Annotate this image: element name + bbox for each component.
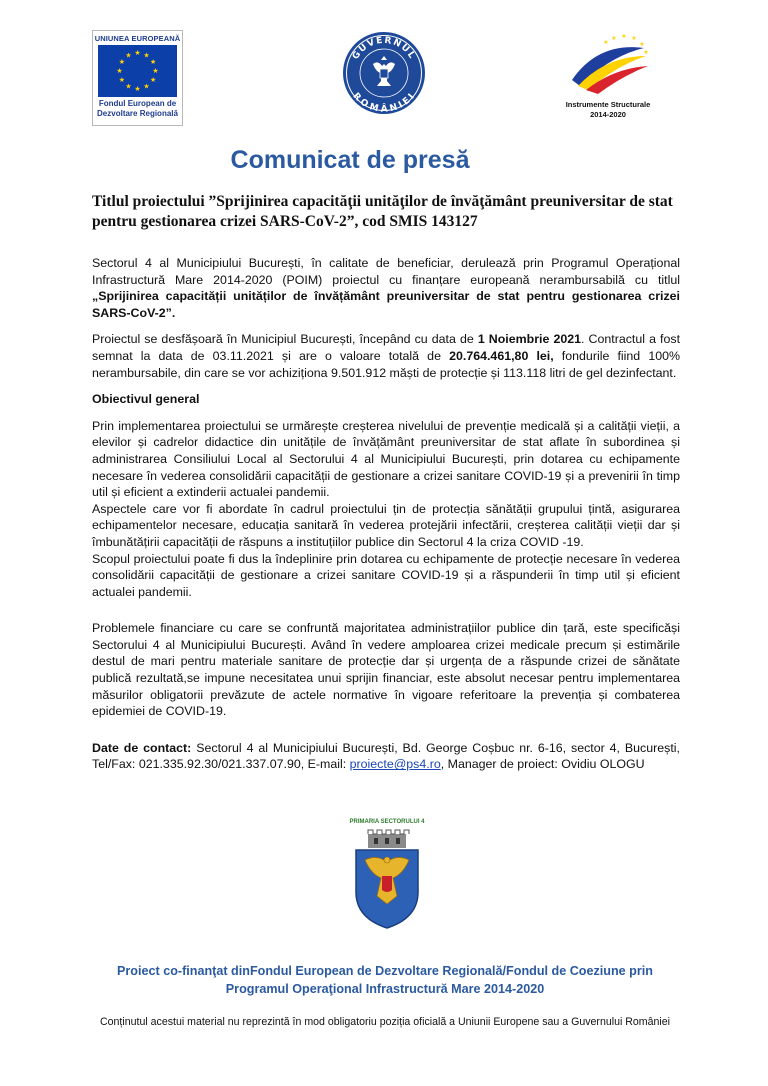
contact-label: Date de contact: [92, 740, 192, 755]
cofinancing-statement: Proiect co-finanţat dinFondul European de Dezvoltare Regională/Fondul de Coeziune prin Programul Operaţional Infrastructură Mare 2014-2020 [117, 964, 653, 996]
scope-paragraph: Scopul proiectului poate fi dus la îndeplinire prin dotarea cu echipamente de protecție necesare în vederea consolidării capacității de gestionare a crizei sanitare COVID-19 și a răspunderii în timp util și eficient actualei pandemii. [92, 551, 680, 599]
svg-text:★: ★ [621, 33, 627, 40]
disclaimer: Conținutul acestui material nu reprezintă în mod obligatoriu poziția oficială a Uniunii Europene sau a Guvernului României [99, 1016, 671, 1028]
contract-paragraph: Proiectul se desfășoară în Municipiul București, începând cu data de 1 Noiembrie 2021. Contractul a fost semnat la data de 03.11.2021 și are o valoare totală de 20.764.461,80 lei, fondurile fiind 100% nerambursabile, din care se vor achiziționa 9.501.912 măști de protecție și 113.118 litri de gel dezinfectant. [92, 332, 681, 380]
structural-instruments-icon [558, 30, 658, 100]
sector4-caption: PRIMARIA SECTORULUI 4 [349, 819, 425, 825]
structural-instruments-logo [558, 30, 658, 122]
start-date: 1 Noiembrie 2021 [477, 332, 582, 347]
objective-paragraph: Prin implementarea proiectului se urmărește creșterea nivelului de prevenție medicală și a calității vieții, a elevilor și cadrelor didactice din unitățile de învățământ preuniversitar de stat aflate în subordinea și administrarea Consiliului Local al Sectorului 4 al Municipiului București, prin dotarea cu echipamente necesare în vederea consolidării capacității de gestionare a crizei sanitare COVID-19 și a prevenirii în timp util și eficient a extinderii actualei pandemii. [92, 418, 680, 500]
eu-flag-icon [98, 45, 177, 97]
total-value: 20.764.461,80 lei, [449, 348, 554, 363]
svg-text:★: ★ [631, 35, 637, 42]
svg-text:★: ★ [143, 51, 150, 60]
intro-paragraph: Sectorul 4 al Municipiului București, în calitate de beneficiar, derulează prin Programul Operațional Infrastructură Mare 2014-2020 (POIM) proiectul cu finanțare europeană nerambursabilă cu titlul „Sprijinirea capacității unităților de învățământ preuniversitar de stat pentru gestionarea crizei SARS-CoV-2”. [92, 256, 680, 320]
objective-heading: Obiectivul general [92, 392, 200, 407]
svg-text:★: ★ [134, 49, 141, 57]
sector4-coat-of-arms-icon [342, 828, 432, 932]
svg-text:★: ★ [611, 35, 617, 42]
contact-paragraph: Date de contact: Sectorul 4 al Municipiului București, Bd. George Coșbuc nr. 6-16, sector 4, București, Tel/Fax: 021.335.92.30/021.337.07.90, E-mail: proiecte@ps4.ro, Manager de proiect: Ovidiu OLOGU [92, 740, 680, 772]
svg-text:★: ★ [134, 85, 141, 93]
eu-logo [92, 30, 183, 126]
seal-text-top: GUVERNUL [350, 35, 418, 62]
svg-text:★: ★ [125, 82, 132, 91]
project-title: Titlul proiectului ”Sprijinirea capacităţii unităţilor de învăţământ preuniversitar de stat pentru gestionarea crizei SARS-CoV-2”, cod SMIS 143127 [92, 193, 673, 230]
government-seal-logo [341, 30, 427, 116]
eu-stars-icon [98, 45, 177, 97]
svg-text:★: ★ [149, 76, 157, 84]
svg-text:★: ★ [639, 41, 645, 48]
page-title: Comunicat de presă [230, 146, 470, 174]
svg-text:★: ★ [152, 67, 159, 75]
romania-coat-of-arms-icon [341, 30, 427, 116]
document-body [92, 255, 680, 783]
seal-text-bottom: ROMÂNIEI [350, 91, 418, 115]
svg-text:★: ★ [603, 39, 609, 46]
structural-instruments-caption: Instrumente Structurale 2014-2020 [565, 100, 651, 119]
eu-fund-name: Fondul European de Dezvoltare Regională [97, 99, 178, 118]
svg-text:★: ★ [116, 67, 123, 75]
svg-text:★: ★ [118, 58, 126, 66]
eu-logo-label: UNIUNEA EUROPEANĂ [94, 34, 181, 43]
contact-email-link[interactable]: proiecte@ps4.ro [349, 757, 441, 772]
sector4-crest-logo [342, 819, 432, 931]
svg-text:★: ★ [143, 82, 150, 91]
svg-text:★: ★ [125, 51, 132, 60]
svg-text:★: ★ [149, 58, 157, 66]
svg-text:★: ★ [643, 49, 649, 56]
svg-text:★: ★ [118, 76, 126, 84]
financial-paragraph: Problemele financiare cu care se confruntă majoritatea administrațiilor publice din țară, este specificăși Sectorului 4 al Municipiului București. Având în vedere amploarea crizei medicale precum și estimările destul de mari pentru materiale sanitare de protecție dar și urgența de a răspunde crizei de sănătate publică rezultată,se impune necesitatea unui sprijin financiar, este absolut necesar pentru implementarea măsurilor obligatorii prevăzute de actele normative în vigoare referitoare la prevenția și combaterea epidemiei de COVID-19. [92, 621, 680, 719]
aspects-paragraph: Aspectele care vor fi abordate în cadrul proiectului țin de protecția sănătății grupului țintă, asigurarea echipamentelor necesare, educația sanitară în vederea protejării infectării, creșterea calității vieții dar și îmbunătățirii capacității de răspuns a instituțiilor publice din Sectorul 4 la criza COVID -19. [92, 501, 680, 549]
project-name-bold: „Sprijinirea capacității unităților de învățământ preuniversitar de stat pentru gestionarea crizei SARS-CoV-2”. [92, 289, 680, 320]
